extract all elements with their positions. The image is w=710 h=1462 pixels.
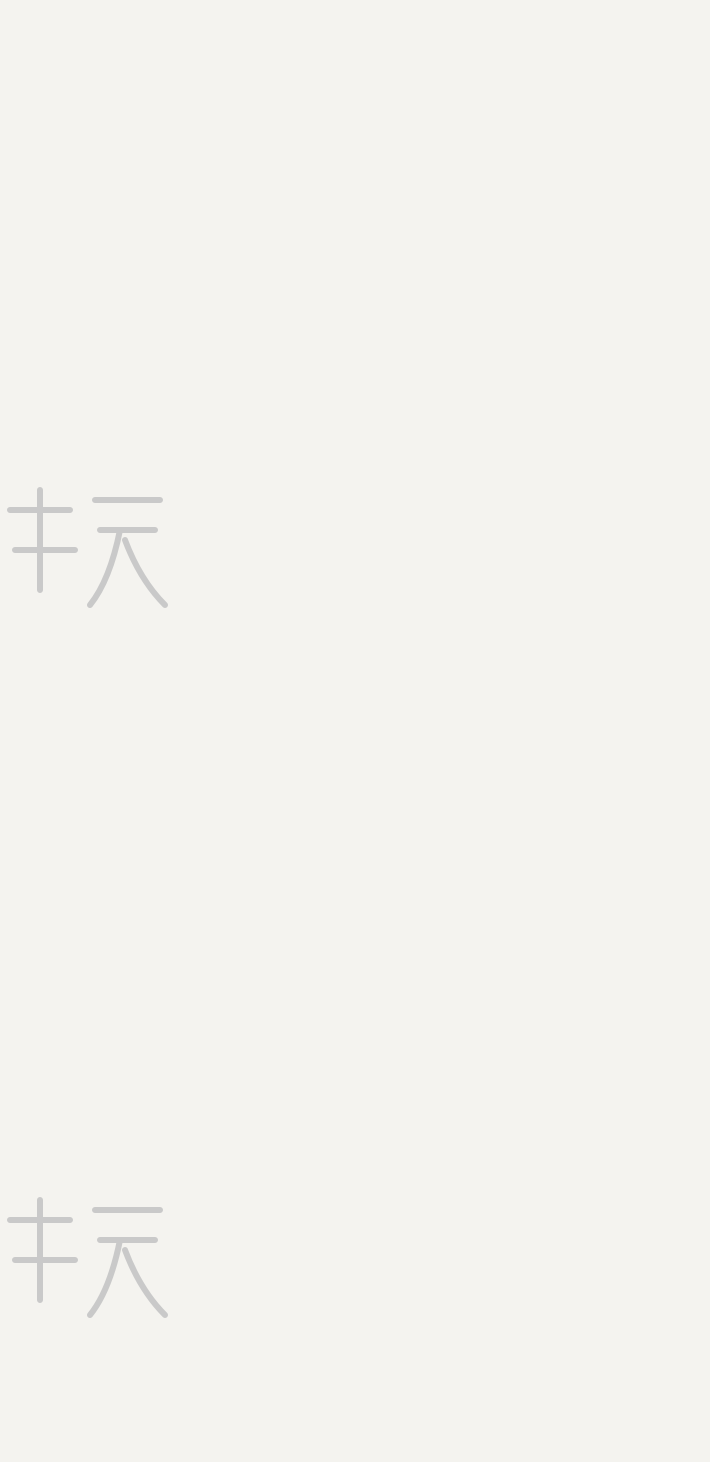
watermark-logo-bottom bbox=[0, 1180, 170, 1330]
watermark-logo-top bbox=[0, 470, 170, 620]
